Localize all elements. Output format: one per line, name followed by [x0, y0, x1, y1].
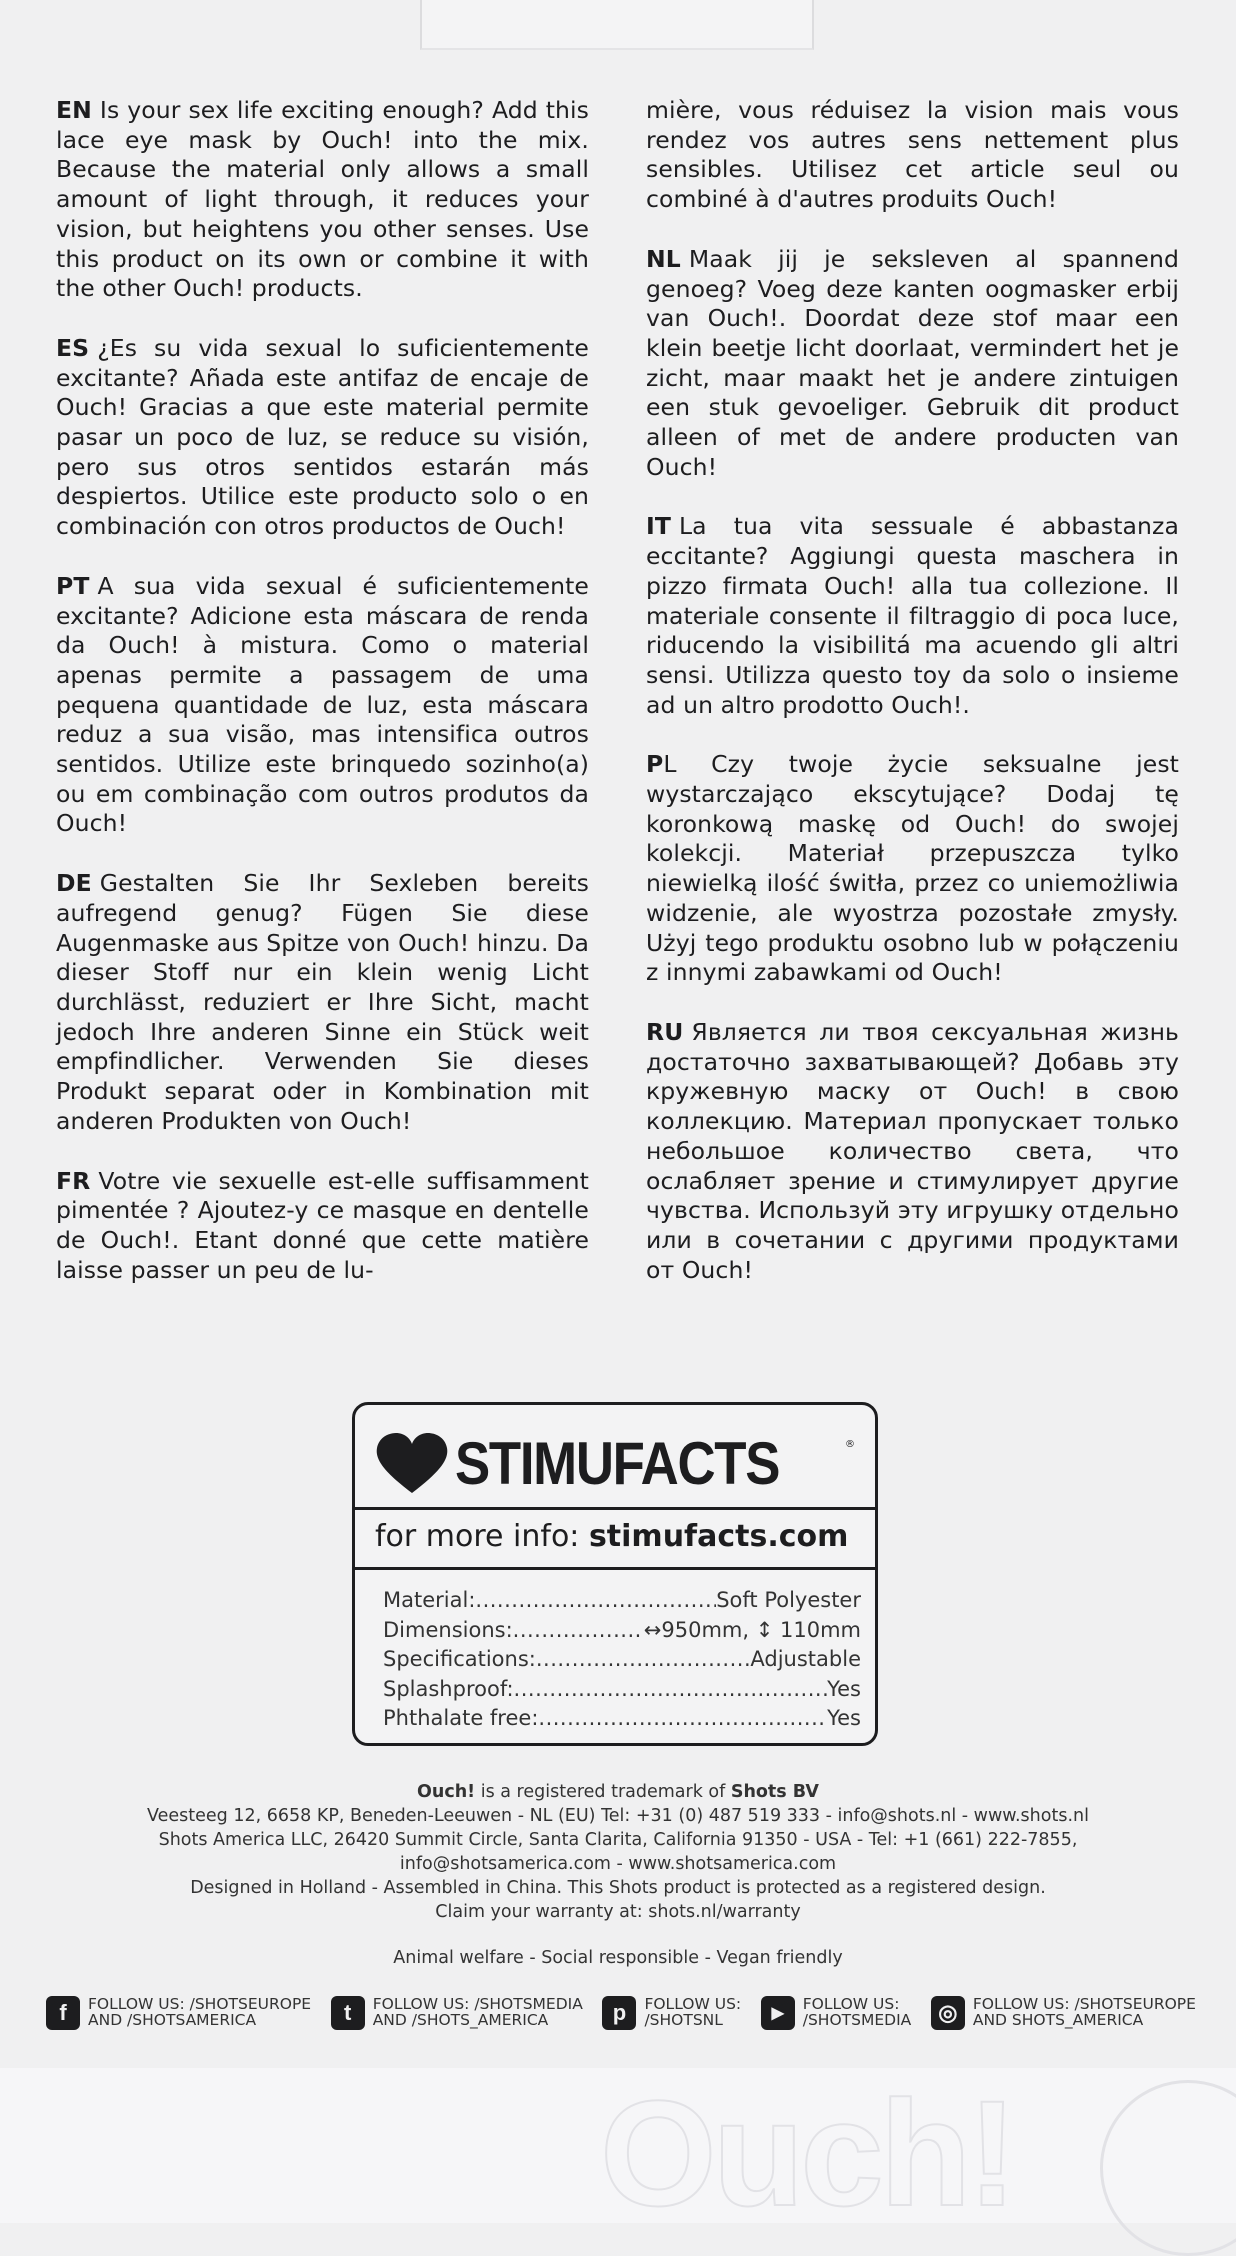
warranty-line: Claim your warranty at: shots.nl/warranty [435, 1902, 801, 1922]
social-line: /SHOTSMEDIA [802, 2011, 912, 2029]
language-code: IT [646, 512, 671, 541]
divider [355, 1567, 875, 1570]
address-us: Shots America LLC, 26420 Summit Circle, Santa Clarita, California 91350 - USA - Tel: +1 (661) 222-7855, [158, 1830, 1078, 1850]
social-text [803, 1996, 912, 2028]
social-line: AND /SHOTSAMERICA [88, 2011, 257, 2029]
address-eu: Veesteeg 12, 6658 KP, Beneden-Leeuwen - NL (EU) Tel: +31 (0) 487 519 333 - info@shots.nl - www.shots.nl [147, 1806, 1089, 1826]
stimufacts-brand: STIMUFACTS [455, 1430, 780, 1497]
more-info-line [375, 1519, 848, 1555]
twitter-icon: t [331, 1996, 365, 2030]
social-text [373, 1996, 583, 2028]
dot-leader [513, 1616, 644, 1646]
social-line: FOLLOW US: [644, 1995, 742, 2013]
fact-value: Adjustable [750, 1647, 861, 1671]
description-pt [56, 572, 589, 839]
social-text [973, 1996, 1196, 2028]
social-facebook[interactable] [46, 1996, 311, 2030]
fact-label: Material: [383, 1588, 476, 1612]
language-code: P [646, 750, 664, 779]
social-line: FOLLOW US: /SHOTSEUROPE [88, 1995, 312, 2013]
description-text: Является ли твоя сексуальная жизнь достаточно захватывающей? Добавь эту кружевную маску от Ouch! в свою коллекцию. Материал пропускает только небольшое количество света, что ослабляет зрение и стимулирует другие чувства. Используй эту игрушку отдельно или в сочетании с другими продуктами от Ouch! [646, 1017, 1179, 1284]
description-text: ¿Es su vida sexual lo suficientemente excitante? Añada este antifaz de encaje de Ouch! Gracias a que este material permite pasar un poco de luz, se reduce su visión, pero sus otros sentidos estarán más despiertos. Utilice este producto solo o en combinación con otros productos de Ouch! [56, 333, 589, 541]
language-code: RU [646, 1017, 684, 1046]
description-es [56, 334, 589, 542]
trademark-text: is a registered trademark of [475, 1782, 731, 1802]
language-code: DE [56, 869, 92, 898]
facebook-icon: f [46, 1996, 80, 2030]
description-text: A sua vida sexual é suficientemente excitante? Adicione esta máscara de renda da Ouch! à mistura. Como o material apenas permite a passagem de uma pequena quantidade de luz, esta máscara reduz a sua visão, mas intensifica outros sentidos. Utilize este brinquedo sozinho(a) ou em combinação com outros produtos da Ouch! [56, 571, 589, 838]
description-pl [646, 750, 1179, 988]
social-text [88, 1996, 311, 2028]
description-text: Is your sex life exciting enough? Add this lace eye mask by Ouch! into the mix. Because the material only allows a small amount of light through, it reduces your vision, but heightens you other senses. Use this product on its own or combine it with the other Ouch! products. [56, 96, 589, 303]
social-twitter[interactable] [331, 1996, 583, 2030]
divider [355, 1507, 875, 1510]
description-ru [646, 1018, 1179, 1285]
social-links [46, 1996, 1196, 2030]
fact-label: Specifications: [383, 1647, 536, 1671]
trademark-line [80, 1780, 1156, 1804]
description-column-left [56, 96, 589, 1315]
language-code: FR [56, 1166, 91, 1195]
fact-label: Phthalate free: [383, 1706, 539, 1730]
fact-label: Splashproof: [383, 1676, 514, 1701]
social-text [644, 1996, 741, 2028]
description-fr-continued [646, 96, 1179, 215]
address-us-contact: info@shotsamerica.com - www.shotsamerica.com [399, 1854, 837, 1874]
trademark-owner: Shots BV [730, 1782, 819, 1802]
more-info-label: for more info: [375, 1519, 580, 1554]
dot-leader [538, 1704, 827, 1734]
social-line: FOLLOW US: [802, 1995, 900, 2013]
language-code: EN [56, 96, 92, 124]
values-line: Animal welfare - Social responsible - Vegan friendly [393, 1948, 843, 1968]
description-nl [646, 245, 1179, 483]
trademark-brand: Ouch! [417, 1782, 476, 1802]
description-text: Gestalten Sie Ihr Sexleben bereits aufregend genug? Fügen Sie diese Augenmaske aus Spitze von Ouch! hinzu. Da dieser Stoff nur ein klein wenig Licht durchlässt, reduziert er Ihre Sicht, macht jedoch Ihre anderen Sinne ein Stück weit empfindlicher. Verwenden Sie dieses Produkt separat oder in Kombination mit anderen Produkten von Ouch! [56, 869, 589, 1135]
ouch-watermark-logo: Ouch! [600, 2069, 1014, 2237]
social-line: AND /SHOTS_AMERICA [372, 2011, 549, 2029]
fact-value: ↔950mm, ↕ 110mm [643, 1617, 861, 1642]
stimufacts-logo [375, 1430, 823, 1497]
description-text: L Czy twoje życie seksualne jest wystarczająco ekscytujące? Dodaj tę koronkową maskę od Ouch! do swojej kolekcji. Materiał przepuszcza tylko niewielką ilość świtła, przez co uniemożliwia widzenie, ale wyostrza pozostałe zmysły. Użyj tego produktu osobno lub w połączeniu z innymi zabawkami od Ouch! [646, 750, 1179, 987]
registered-mark: ® [845, 1439, 855, 1450]
fact-row-splashproof [383, 1675, 861, 1705]
fact-label: Dimensions: [383, 1617, 513, 1642]
fact-row-dimensions [383, 1616, 861, 1646]
stimufacts-box [352, 1402, 878, 1746]
social-instagram[interactable] [931, 1996, 1196, 2030]
fact-value: Soft Polyester [716, 1588, 861, 1612]
description-column-right [646, 96, 1179, 1315]
description-fr [56, 1167, 589, 1286]
packaging-tab [420, 0, 814, 50]
social-line: /SHOTSNL [644, 2011, 723, 2029]
facts-table [383, 1586, 861, 1734]
social-youtube[interactable] [761, 1996, 912, 2030]
social-line: FOLLOW US: /SHOTSEUROPE [972, 1995, 1196, 2013]
language-code: PT [56, 571, 90, 600]
description-text: mière, vous réduisez la vision mais vous rendez vos autres sens nettement plus sensibles. Utilisez cet article seul ou combiné à d'autres produits Ouch! [646, 96, 1179, 214]
heart-icon [375, 1433, 449, 1495]
youtube-icon: ▶ [761, 1996, 795, 2030]
dot-leader [514, 1675, 828, 1705]
description-it [646, 512, 1179, 720]
fact-value: Yes [827, 1706, 861, 1730]
pinterest-icon: p [602, 1996, 636, 2030]
instagram-icon: ◎ [931, 1996, 965, 2030]
fact-value: Yes [827, 1676, 861, 1701]
dot-leader [475, 1586, 716, 1616]
language-code: ES [56, 333, 90, 362]
social-pinterest[interactable] [602, 1996, 741, 2030]
language-code: NL [646, 244, 681, 273]
description-text: Maak jij je seksleven al spannend genoeg? Voeg deze kanten oogmasker erbij van Ouch!. Doordat deze stof maar een klein beetje licht doorlaat, vermindert het je zicht, maar maakt het je andere zintuigen een stuk gevoeliger. Gebruik dit product alleen of met de andere producten van Ouch! [646, 244, 1179, 481]
description-en [56, 96, 589, 304]
fact-row-specifications [383, 1645, 861, 1675]
fact-row-phthalate-free [383, 1704, 861, 1734]
fact-row-material [383, 1586, 861, 1616]
company-info [80, 1780, 1156, 1924]
description-text: Votre vie sexuelle est-elle suffisamment pimentée ? Ajoutez-y ce masque en dentelle de Ouch!. Etant donné que cette matière laisse passer un peu de lu- [56, 1166, 589, 1284]
description-de [56, 869, 589, 1136]
design-note: Designed in Holland - Assembled in China. This Shots product is protected as a registered design. [190, 1878, 1046, 1898]
more-info-link[interactable]: stimufacts.com [588, 1519, 849, 1554]
social-line: FOLLOW US: /SHOTSMEDIA [372, 1995, 583, 2013]
description-text: La tua vita sessuale é abbastanza eccitante? Aggiungi questa maschera in pizzo firmata Ouch! alla tua collezione. Il materiale consente il filtraggio di poca luce, riducendo la visibilitá ma acuendo gli altri sensi. Utilizza questo toy da solo o insieme ad un altro prodotto Ouch!. [646, 512, 1179, 719]
dot-leader [536, 1645, 751, 1675]
social-line: AND SHOTS_AMERICA [972, 2011, 1144, 2029]
